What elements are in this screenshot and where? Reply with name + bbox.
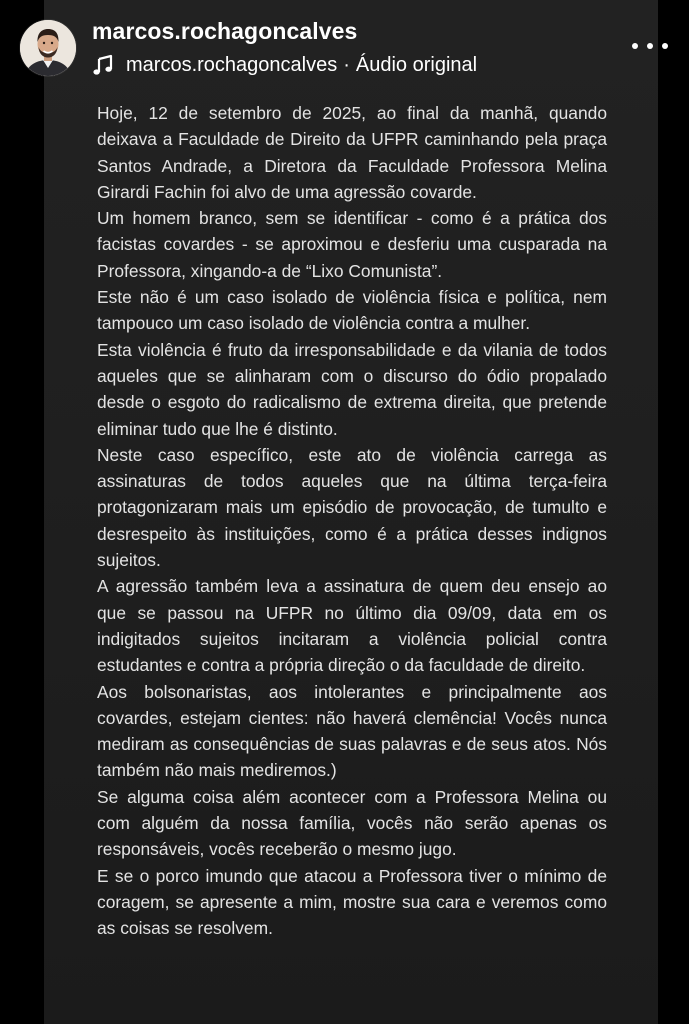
caption-paragraph: Esta violência é fruto da irresponsabilidade e da vilania de todos aqueles que se alinharam com o discurso do ódio propalado desde o esgoto do radicalismo de extrema direita, que pretende eliminar tudo que lhe é distinto. — [97, 339, 607, 439]
more-options-button[interactable] — [632, 34, 668, 58]
caption-paragraph: Um homem branco, sem se identificar - como é a prática dos facistas covardes - se aproximou e desferiu uma cusparada na Professora, xingando-a de “Lixo Comunista”. — [97, 208, 607, 281]
post-username[interactable]: marcos.rochagoncalves — [92, 18, 358, 44]
caption-paragraph: E se o porco imundo que atacou a Professora tiver o mínimo de coragem, se apresente a mim, mostre sua cara e veremos como as coisas se resolvem. — [97, 865, 607, 939]
caption-paragraph: Se alguma coisa além acontecer com a Professora Melina ou com alguém da nossa família, vocês não serão apenas os responsáveis, vocês receberão o mesmo jugo. — [97, 786, 607, 860]
caption-paragraph: A agressão também leva a assinatura de quem deu ensejo ao que se passou na UFPR no último dia 09/09, data em os indigitados sujeitos incitaram a violência policial contra estudantes e contra a própria direção o da faculdade de direito. — [97, 576, 607, 676]
caption-paragraph: Aos bolsonaristas, aos intolerantes e principalmente aos covardes, estejam cientes: não haverá clemência! Vocês nunca mediram as consequências de suas palavras e de seus atos. Nós também não mais mediremos.) — [97, 681, 607, 781]
post-header — [0, 0, 689, 90]
caption-paragraph: Hoje, 12 de setembro de 2025, ao final da manhã, quando deixava a Faculdade de Direito da UFPR caminhando pela praça Santos Andrade, a Diretora da Faculdade Professora Melina Girardi Fachin foi alvo de uma agressão covarde. — [97, 103, 607, 202]
audio-link[interactable] — [92, 52, 477, 78]
more-horizontal-icon — [647, 43, 653, 49]
caption-paragraph: Este não é um caso isolado de violência física e política, nem tampouco um caso isolado de violência contra a mulher. — [97, 287, 607, 334]
avatar-photo-icon — [20, 20, 76, 76]
more-horizontal-icon — [632, 43, 638, 49]
more-horizontal-icon — [662, 43, 668, 49]
audio-label[interactable]: Áudio original — [355, 53, 478, 76]
post-caption — [97, 100, 607, 942]
audio-separator: · — [343, 53, 350, 76]
caption-paragraph: Neste caso específico, este ato de violência carrega as assinaturas de todos aqueles que na última terça-feira protagonizaram mais um episódio de provocação, de tumulto e desrespeito às instituições, como é a prática desses indignos sujeitos. — [97, 444, 607, 571]
avatar[interactable] — [20, 20, 76, 76]
music-note-icon — [92, 54, 114, 76]
audio-author[interactable]: marcos.rochagoncalves — [126, 53, 338, 76]
